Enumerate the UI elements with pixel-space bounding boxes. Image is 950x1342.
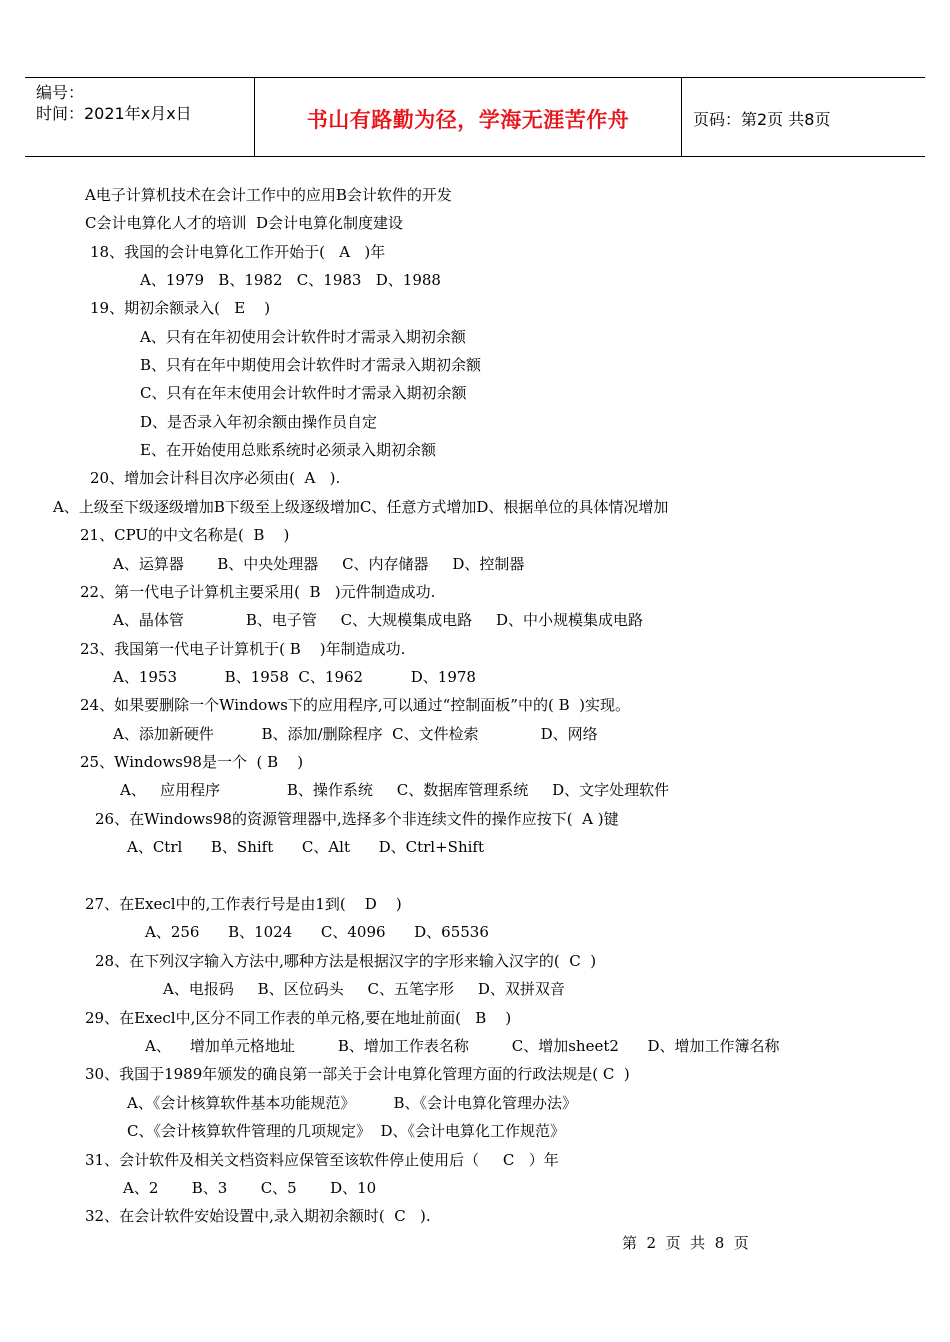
question-19: 19、期初余额录入( E ) [90, 299, 271, 317]
header-page-cell [681, 78, 925, 156]
option-19-c: C、只有在年末使用会计软件时才需录入期初余额 [140, 384, 467, 402]
option-19-a: A、只有在年初使用会计软件时才需录入期初余额 [140, 328, 466, 346]
page-info: 页码：第2页 共8页 [693, 110, 831, 129]
text-line: C会计电算化人才的培训 D会计电算化制度建设 [85, 214, 404, 232]
time-label: 时间：2021年x月x日 [36, 104, 192, 123]
option-19-b: B、只有在年中期使用会计软件时才需录入期初余额 [140, 356, 482, 374]
options-18: A、1979 B、1982 C、1983 D、1988 [140, 271, 441, 289]
options-29: A、 增加单元格地址 B、增加工作表名称 C、增加sheet2 D、增加工作簿名称 [145, 1037, 780, 1055]
options-25: A、 应用程序 B、操作系统 C、数据库管理系统 D、文字处理软件 [120, 781, 670, 799]
header-motto-cell [254, 78, 682, 156]
options-23: A、1953 B、1958 C、1962 D、1978 [113, 668, 476, 686]
options-27: A、256 B、1024 C、4096 D、65536 [145, 923, 489, 941]
question-32: 32、在会计软件安始设置中,录入期初余额时( C ). [85, 1207, 431, 1225]
question-25: 25、Windows98是一个 ( B ) [80, 753, 304, 771]
option-19-e: E、在开始使用总账系统时必须录入期初余额 [140, 441, 436, 459]
question-26: 26、在Windows98的资源管理器中,选择多个非连续文件的操作应按下( A )键 [95, 810, 619, 828]
text-line: A电子计算机技术在会计工作中的应用B会计软件的开发 [85, 186, 452, 204]
options-20: A、上级至下级逐级增加B下级至上级逐级增加C、任意方式增加D、根据单位的具体情况增加 [53, 498, 669, 516]
options-31: A、2 B、3 C、5 D、10 [123, 1179, 377, 1197]
options-22: A、晶体管 B、电子管 C、大规模集成电路 D、中小规模集成电路 [113, 611, 644, 629]
options-24: A、添加新硬件 B、添加/删除程序 C、文件检索 D、网络 [113, 725, 598, 743]
question-29: 29、在Execl中,区分不同工作表的单元格,要在地址前面( B ) [85, 1009, 512, 1027]
number-label: 编号： [36, 83, 85, 102]
question-22: 22、第一代电子计算机主要采用( B )元件制造成功. [80, 583, 436, 601]
question-20: 20、增加会计科目次序必须由( A ). [90, 469, 341, 487]
question-28: 28、在下列汉字输入方法中,哪种方法是根据汉字的字形来输入汉字的( C ) [95, 952, 597, 970]
option-19-d: D、是否录入年初余额由操作员自定 [140, 413, 378, 431]
question-27: 27、在Execl中的,工作表行号是由1到( D ) [85, 895, 402, 913]
options-26: A、Ctrl B、Shift C、Alt D、Ctrl+Shift [127, 838, 484, 856]
question-18: 18、我国的会计电算化工作开始于( A )年 [90, 243, 386, 261]
question-31: 31、会计软件及相关文档资料应保管至该软件停止使用后（ C ）年 [85, 1151, 559, 1169]
options-21: A、运算器 B、中央处理器 C、内存储器 D、控制器 [113, 555, 525, 573]
question-24: 24、如果要删除一个Windows下的应用程序,可以通过“控制面板”中的( B )实现。 [80, 696, 631, 714]
question-23: 23、我国第一代电子计算机于( B )年制造成功. [80, 640, 406, 658]
question-21: 21、CPU的中文名称是( B ) [80, 526, 290, 544]
motto-text: 书山有路勤为径，学海无涯苦作舟 [306, 108, 630, 132]
page-footer: 第 2 页 共 8 页 [622, 1234, 749, 1252]
options-28: A、电报码 B、区位码头 C、五笔字形 D、双拼双音 [163, 980, 565, 998]
page-header [25, 77, 925, 157]
header-meta-cell [25, 78, 254, 156]
options-30-cd: C、《会计核算软件管理的几项规定》 D、《会计电算化工作规范》 [127, 1122, 566, 1140]
options-30-ab: A、《会计核算软件基本功能规范》 B、《会计电算化管理办法》 [127, 1094, 578, 1112]
question-30: 30、我国于1989年颁发的确良第一部关于会计电算化管理方面的行政法规是( C ) [85, 1065, 630, 1083]
